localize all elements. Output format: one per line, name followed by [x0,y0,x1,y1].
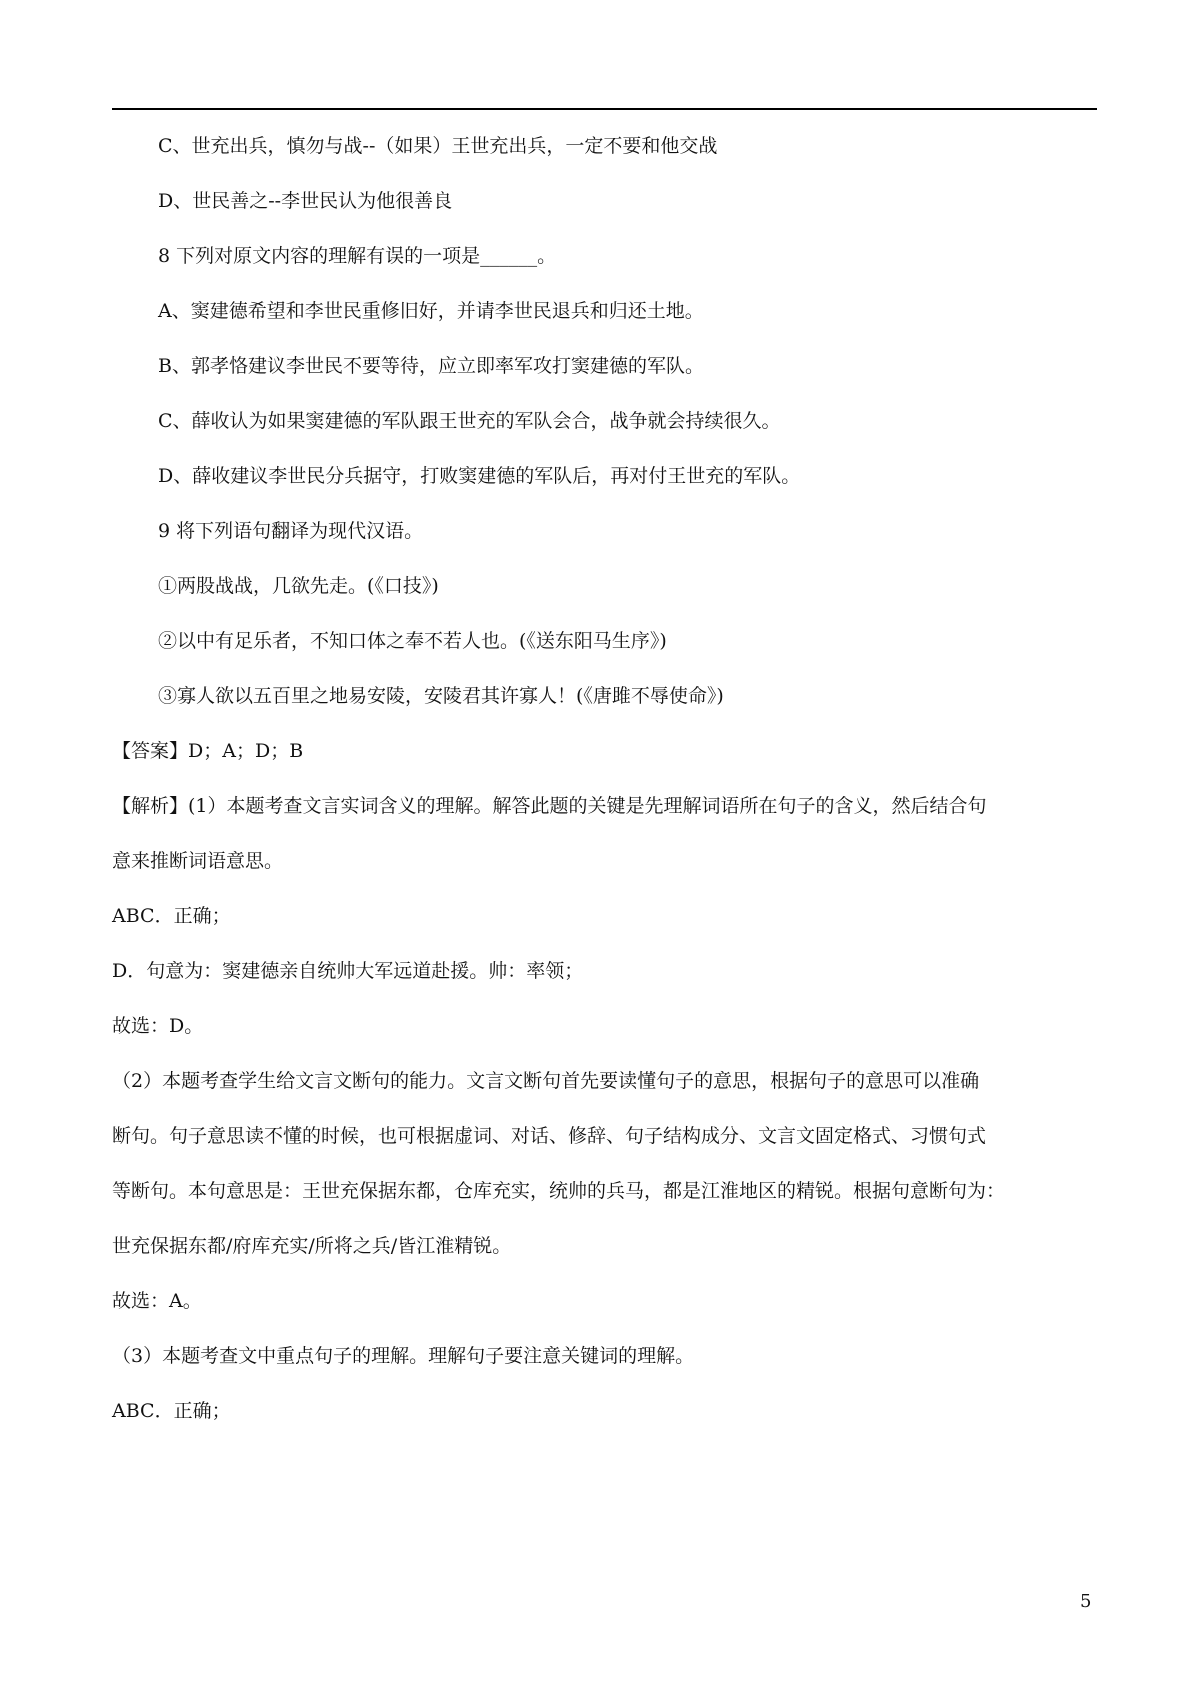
analysis-2-line-4: 世充保据东都/府库充实/所将之兵/皆江淮精锐。 [112,1235,512,1257]
analysis-3-abc-correct: ABC．正确； [112,1400,231,1422]
q8-option-b: B、郭孝恪建议李世民不要等待，应立即率军攻打窦建德的军队。 [158,355,704,377]
analysis-abc-correct: ABC．正确； [112,905,231,927]
analysis-2-line-2: 断句。句子意思读不懂的时候，也可根据虚词、对话、修辞、句子结构成分、文言文固定格式、习惯句式 [112,1125,987,1147]
analysis-2-line-1: （2）本题考查学生给文言文断句的能力。文言文断句首先要读懂句子的意思，根据句子的意思可以准确 [112,1070,980,1092]
header-rule [112,108,1097,110]
analysis-line-2: 意来推断词语意思。 [112,850,284,872]
question-8: 8 下列对原文内容的理解有误的一项是______。 [158,245,557,267]
q8-option-d: D、薛收建议李世民分兵据守，打败窦建德的军队后，再对付王世充的军队。 [158,465,801,487]
analysis-choose-a: 故选：A。 [112,1290,202,1312]
option-c-line: C、世充出兵，慎勿与战--（如果）王世充出兵，一定不要和他交战 [158,135,718,157]
analysis-d-explanation: D．句意为：窦建德亲自统帅大军远道赴援。帅：率领； [112,960,584,982]
q8-option-a: A、窦建德希望和李世民重修旧好，并请李世民退兵和归还土地。 [158,300,704,322]
page-number: 5 [1080,1591,1092,1612]
analysis-line-1: 【解析】(1）本题考查文言实词含义的理解。解答此题的关键是先理解词语所在句子的含义，然后结合句 [112,795,987,817]
question-9: 9 将下列语句翻译为现代汉语。 [158,520,424,542]
analysis-choose-d: 故选：D。 [112,1015,204,1037]
analysis-3-line-1: （3）本题考查文中重点句子的理解。理解句子要注意关键词的理解。 [112,1345,695,1367]
q9-item-3: ③寡人欲以五百里之地易安陵，安陵君其许寡人！(《唐雎不辱使命》) [158,685,724,707]
answer-line: 【答案】D；A；D；B [112,740,304,762]
option-d-line: D、世民善之--李世民认为他很善良 [158,190,453,212]
q8-option-c: C、薛收认为如果窦建德的军队跟王世充的军队会合，战争就会持续很久。 [158,410,781,432]
analysis-2-line-3: 等断句。本句意思是：王世充保据东都，仓库充实，统帅的兵马，都是江淮地区的精锐。根据句意断句为： [112,1180,1006,1202]
q9-item-1: ①两股战战，几欲先走。(《口技》) [158,575,439,597]
q9-item-2: ②以中有足乐者，不知口体之奉不若人也。(《送东阳马生序》) [158,630,667,652]
